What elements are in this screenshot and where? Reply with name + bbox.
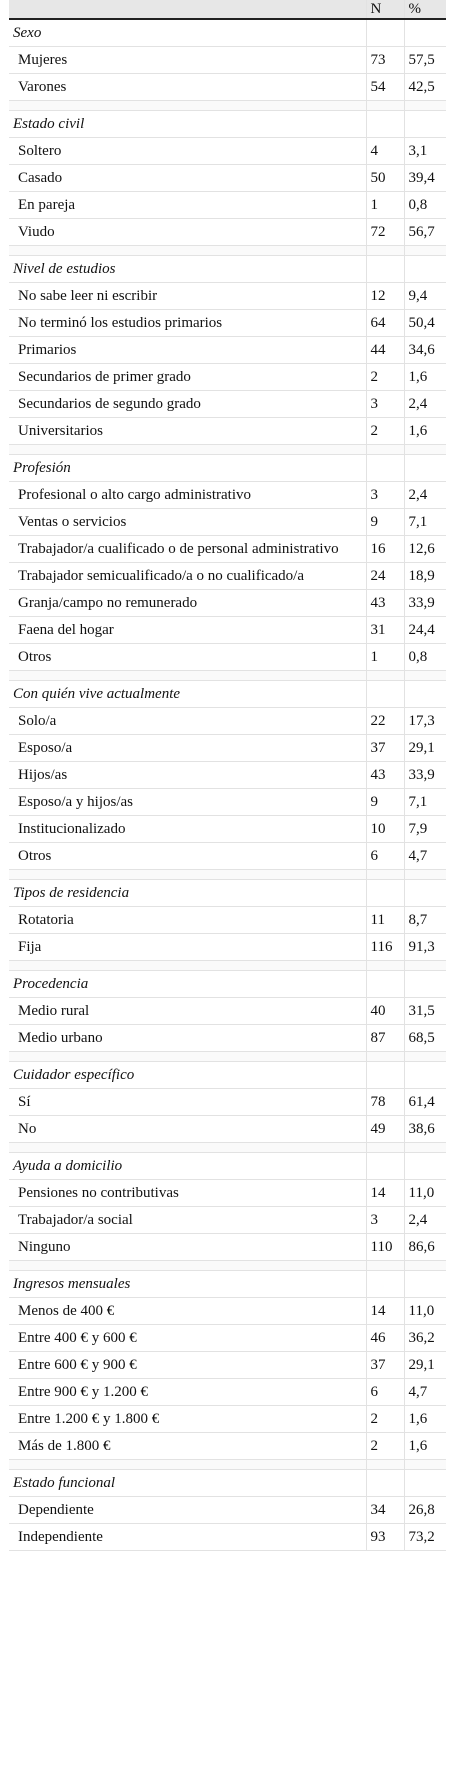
row-label: Secundarios de primer grado bbox=[9, 364, 366, 391]
table-row bbox=[9, 1180, 446, 1207]
row-n-value: 6 bbox=[366, 843, 404, 870]
row-pct-value: 0,8 bbox=[404, 192, 446, 219]
table-row bbox=[9, 1116, 446, 1143]
empty-cell bbox=[404, 19, 446, 47]
section-header-row bbox=[9, 971, 446, 998]
row-label: Independiente bbox=[9, 1524, 366, 1551]
row-pct-value: 7,9 bbox=[404, 816, 446, 843]
row-n-value: 9 bbox=[366, 509, 404, 536]
row-label: Pensiones no contributivas bbox=[9, 1180, 366, 1207]
row-pct-value: 17,3 bbox=[404, 708, 446, 735]
row-n-value: 87 bbox=[366, 1025, 404, 1052]
row-pct-value: 33,9 bbox=[404, 762, 446, 789]
table-row bbox=[9, 482, 446, 509]
empty-cell bbox=[404, 1062, 446, 1089]
section-title: Profesión bbox=[9, 455, 366, 482]
row-pct-value: 2,4 bbox=[404, 482, 446, 509]
table-row bbox=[9, 1352, 446, 1379]
row-label: Solo/a bbox=[9, 708, 366, 735]
table-row bbox=[9, 364, 446, 391]
table-row bbox=[9, 998, 446, 1025]
row-pct-value: 1,6 bbox=[404, 1433, 446, 1460]
table-row bbox=[9, 1025, 446, 1052]
row-pct-value: 4,7 bbox=[404, 1379, 446, 1406]
row-n-value: 64 bbox=[366, 310, 404, 337]
row-label: Trabajador/a social bbox=[9, 1207, 366, 1234]
empty-cell bbox=[366, 971, 404, 998]
section-title: Estado funcional bbox=[9, 1470, 366, 1497]
row-n-value: 73 bbox=[366, 47, 404, 74]
empty-cell bbox=[404, 1470, 446, 1497]
row-pct-value: 29,1 bbox=[404, 735, 446, 762]
row-label: Esposo/a bbox=[9, 735, 366, 762]
table-row bbox=[9, 590, 446, 617]
row-label: Entre 400 € y 600 € bbox=[9, 1325, 366, 1352]
empty-cell bbox=[366, 1271, 404, 1298]
table-row bbox=[9, 337, 446, 364]
row-label: Profesional o alto cargo administrativo bbox=[9, 482, 366, 509]
table-row bbox=[9, 47, 446, 74]
empty-cell bbox=[404, 455, 446, 482]
row-n-value: 3 bbox=[366, 1207, 404, 1234]
demographics-table bbox=[9, 0, 446, 1551]
row-label: Faena del hogar bbox=[9, 617, 366, 644]
table-row bbox=[9, 843, 446, 870]
section-header-row bbox=[9, 880, 446, 907]
header-label bbox=[9, 0, 366, 19]
row-label: Institucionalizado bbox=[9, 816, 366, 843]
row-pct-value: 7,1 bbox=[404, 509, 446, 536]
row-label: Sí bbox=[9, 1089, 366, 1116]
empty-cell bbox=[404, 111, 446, 138]
row-n-value: 37 bbox=[366, 735, 404, 762]
row-pct-value: 91,3 bbox=[404, 934, 446, 961]
row-pct-value: 34,6 bbox=[404, 337, 446, 364]
row-label: Primarios bbox=[9, 337, 366, 364]
row-pct-value: 18,9 bbox=[404, 563, 446, 590]
section-header-row bbox=[9, 681, 446, 708]
row-pct-value: 1,6 bbox=[404, 364, 446, 391]
table-row bbox=[9, 283, 446, 310]
row-n-value: 72 bbox=[366, 219, 404, 246]
row-label: Rotatoria bbox=[9, 907, 366, 934]
row-n-value: 2 bbox=[366, 364, 404, 391]
table-row bbox=[9, 1379, 446, 1406]
empty-cell bbox=[366, 880, 404, 907]
row-pct-value: 33,9 bbox=[404, 590, 446, 617]
row-label: Secundarios de segundo grado bbox=[9, 391, 366, 418]
row-n-value: 31 bbox=[366, 617, 404, 644]
empty-cell bbox=[404, 1153, 446, 1180]
row-pct-value: 1,6 bbox=[404, 418, 446, 445]
table-row bbox=[9, 1325, 446, 1352]
section-header-row bbox=[9, 1062, 446, 1089]
section-title: Estado civil bbox=[9, 111, 366, 138]
row-label: No sabe leer ni escribir bbox=[9, 283, 366, 310]
row-n-value: 2 bbox=[366, 418, 404, 445]
header-n: N bbox=[366, 0, 404, 19]
row-n-value: 24 bbox=[366, 563, 404, 590]
row-pct-value: 4,7 bbox=[404, 843, 446, 870]
row-n-value: 49 bbox=[366, 1116, 404, 1143]
empty-cell bbox=[366, 19, 404, 47]
table-row bbox=[9, 789, 446, 816]
row-n-value: 16 bbox=[366, 536, 404, 563]
table-row bbox=[9, 735, 446, 762]
row-pct-value: 61,4 bbox=[404, 1089, 446, 1116]
row-label: Entre 600 € y 900 € bbox=[9, 1352, 366, 1379]
row-label: Universitarios bbox=[9, 418, 366, 445]
table-row bbox=[9, 165, 446, 192]
table-row bbox=[9, 563, 446, 590]
table-row bbox=[9, 418, 446, 445]
table-row bbox=[9, 219, 446, 246]
table-row bbox=[9, 816, 446, 843]
section-header-row bbox=[9, 19, 446, 47]
row-n-value: 1 bbox=[366, 644, 404, 671]
row-n-value: 1 bbox=[366, 192, 404, 219]
row-n-value: 9 bbox=[366, 789, 404, 816]
table-row bbox=[9, 536, 446, 563]
section-title: Tipos de residencia bbox=[9, 880, 366, 907]
section-spacer bbox=[9, 671, 446, 681]
row-pct-value: 56,7 bbox=[404, 219, 446, 246]
table-row bbox=[9, 1524, 446, 1551]
row-n-value: 14 bbox=[366, 1180, 404, 1207]
section-header-row bbox=[9, 256, 446, 283]
row-n-value: 54 bbox=[366, 74, 404, 101]
row-n-value: 11 bbox=[366, 907, 404, 934]
empty-cell bbox=[404, 971, 446, 998]
table-row bbox=[9, 192, 446, 219]
row-n-value: 10 bbox=[366, 816, 404, 843]
row-label: Más de 1.800 € bbox=[9, 1433, 366, 1460]
row-pct-value: 7,1 bbox=[404, 789, 446, 816]
row-pct-value: 39,4 bbox=[404, 165, 446, 192]
table-row bbox=[9, 907, 446, 934]
row-label: Hijos/as bbox=[9, 762, 366, 789]
row-label: Ninguno bbox=[9, 1234, 366, 1261]
row-pct-value: 38,6 bbox=[404, 1116, 446, 1143]
section-spacer bbox=[9, 445, 446, 455]
row-n-value: 43 bbox=[366, 762, 404, 789]
row-pct-value: 11,0 bbox=[404, 1298, 446, 1325]
table-header-row bbox=[9, 0, 446, 19]
row-n-value: 43 bbox=[366, 590, 404, 617]
empty-cell bbox=[366, 111, 404, 138]
empty-cell bbox=[366, 455, 404, 482]
row-label: Soltero bbox=[9, 138, 366, 165]
row-label: En pareja bbox=[9, 192, 366, 219]
row-label: Trabajador semicualificado/a o no cualificado/a bbox=[9, 563, 366, 590]
empty-cell bbox=[366, 681, 404, 708]
section-title: Con quién vive actualmente bbox=[9, 681, 366, 708]
row-pct-value: 2,4 bbox=[404, 1207, 446, 1234]
section-spacer bbox=[9, 870, 446, 880]
table-row bbox=[9, 762, 446, 789]
table-row bbox=[9, 138, 446, 165]
row-n-value: 3 bbox=[366, 391, 404, 418]
row-pct-value: 0,8 bbox=[404, 644, 446, 671]
empty-cell bbox=[404, 880, 446, 907]
row-n-value: 6 bbox=[366, 1379, 404, 1406]
section-spacer bbox=[9, 1052, 446, 1062]
row-pct-value: 36,2 bbox=[404, 1325, 446, 1352]
section-header-row bbox=[9, 1153, 446, 1180]
empty-cell bbox=[404, 256, 446, 283]
row-pct-value: 24,4 bbox=[404, 617, 446, 644]
row-label: Medio rural bbox=[9, 998, 366, 1025]
row-n-value: 3 bbox=[366, 482, 404, 509]
row-n-value: 12 bbox=[366, 283, 404, 310]
table-row bbox=[9, 708, 446, 735]
table-row bbox=[9, 1298, 446, 1325]
row-label: Granja/campo no remunerado bbox=[9, 590, 366, 617]
table-row bbox=[9, 1497, 446, 1524]
row-pct-value: 1,6 bbox=[404, 1406, 446, 1433]
table-row bbox=[9, 310, 446, 337]
row-label: No terminó los estudios primarios bbox=[9, 310, 366, 337]
row-pct-value: 2,4 bbox=[404, 391, 446, 418]
row-n-value: 37 bbox=[366, 1352, 404, 1379]
row-n-value: 4 bbox=[366, 138, 404, 165]
section-spacer bbox=[9, 1460, 446, 1470]
empty-cell bbox=[366, 1470, 404, 1497]
row-label: Trabajador/a cualificado o de personal administrativo bbox=[9, 536, 366, 563]
row-n-value: 93 bbox=[366, 1524, 404, 1551]
row-label: Viudo bbox=[9, 219, 366, 246]
table-row bbox=[9, 509, 446, 536]
row-pct-value: 42,5 bbox=[404, 74, 446, 101]
section-spacer bbox=[9, 1261, 446, 1271]
row-n-value: 78 bbox=[366, 1089, 404, 1116]
section-spacer bbox=[9, 246, 446, 256]
section-header-row bbox=[9, 1470, 446, 1497]
section-header-row bbox=[9, 455, 446, 482]
row-label: Varones bbox=[9, 74, 366, 101]
row-n-value: 46 bbox=[366, 1325, 404, 1352]
table-row bbox=[9, 1207, 446, 1234]
section-spacer bbox=[9, 101, 446, 111]
section-spacer bbox=[9, 961, 446, 971]
row-n-value: 40 bbox=[366, 998, 404, 1025]
empty-cell bbox=[366, 256, 404, 283]
row-pct-value: 9,4 bbox=[404, 283, 446, 310]
row-label: Dependiente bbox=[9, 1497, 366, 1524]
section-header-row bbox=[9, 1271, 446, 1298]
section-title: Sexo bbox=[9, 19, 366, 47]
row-label: Ventas o servicios bbox=[9, 509, 366, 536]
row-n-value: 2 bbox=[366, 1433, 404, 1460]
empty-cell bbox=[366, 1062, 404, 1089]
table-row bbox=[9, 391, 446, 418]
row-n-value: 116 bbox=[366, 934, 404, 961]
row-pct-value: 50,4 bbox=[404, 310, 446, 337]
row-label: Esposo/a y hijos/as bbox=[9, 789, 366, 816]
row-n-value: 44 bbox=[366, 337, 404, 364]
table-body bbox=[9, 19, 446, 1551]
row-label: Medio urbano bbox=[9, 1025, 366, 1052]
row-pct-value: 86,6 bbox=[404, 1234, 446, 1261]
empty-cell bbox=[404, 681, 446, 708]
row-label: Menos de 400 € bbox=[9, 1298, 366, 1325]
row-n-value: 34 bbox=[366, 1497, 404, 1524]
row-n-value: 50 bbox=[366, 165, 404, 192]
section-title: Nivel de estudios bbox=[9, 256, 366, 283]
row-label: No bbox=[9, 1116, 366, 1143]
row-label: Mujeres bbox=[9, 47, 366, 74]
row-label: Fija bbox=[9, 934, 366, 961]
section-header-row bbox=[9, 111, 446, 138]
row-pct-value: 8,7 bbox=[404, 907, 446, 934]
row-pct-value: 29,1 bbox=[404, 1352, 446, 1379]
table-row bbox=[9, 1406, 446, 1433]
row-label: Casado bbox=[9, 165, 366, 192]
table-row bbox=[9, 74, 446, 101]
section-spacer bbox=[9, 1143, 446, 1153]
row-pct-value: 3,1 bbox=[404, 138, 446, 165]
table-row bbox=[9, 617, 446, 644]
empty-cell bbox=[366, 1153, 404, 1180]
row-n-value: 2 bbox=[366, 1406, 404, 1433]
section-title: Cuidador específico bbox=[9, 1062, 366, 1089]
row-pct-value: 26,8 bbox=[404, 1497, 446, 1524]
row-label: Otros bbox=[9, 843, 366, 870]
table-row bbox=[9, 644, 446, 671]
row-n-value: 110 bbox=[366, 1234, 404, 1261]
table-row bbox=[9, 1234, 446, 1261]
row-pct-value: 31,5 bbox=[404, 998, 446, 1025]
row-n-value: 22 bbox=[366, 708, 404, 735]
table-row bbox=[9, 934, 446, 961]
row-pct-value: 57,5 bbox=[404, 47, 446, 74]
row-pct-value: 68,5 bbox=[404, 1025, 446, 1052]
row-label: Entre 1.200 € y 1.800 € bbox=[9, 1406, 366, 1433]
table-row bbox=[9, 1089, 446, 1116]
empty-cell bbox=[404, 1271, 446, 1298]
row-label: Entre 900 € y 1.200 € bbox=[9, 1379, 366, 1406]
section-title: Procedencia bbox=[9, 971, 366, 998]
section-title: Ayuda a domicilio bbox=[9, 1153, 366, 1180]
table-row bbox=[9, 1433, 446, 1460]
section-title: Ingresos mensuales bbox=[9, 1271, 366, 1298]
row-pct-value: 11,0 bbox=[404, 1180, 446, 1207]
row-pct-value: 12,6 bbox=[404, 536, 446, 563]
row-n-value: 14 bbox=[366, 1298, 404, 1325]
row-pct-value: 73,2 bbox=[404, 1524, 446, 1551]
header-pct: % bbox=[404, 0, 446, 19]
row-label: Otros bbox=[9, 644, 366, 671]
